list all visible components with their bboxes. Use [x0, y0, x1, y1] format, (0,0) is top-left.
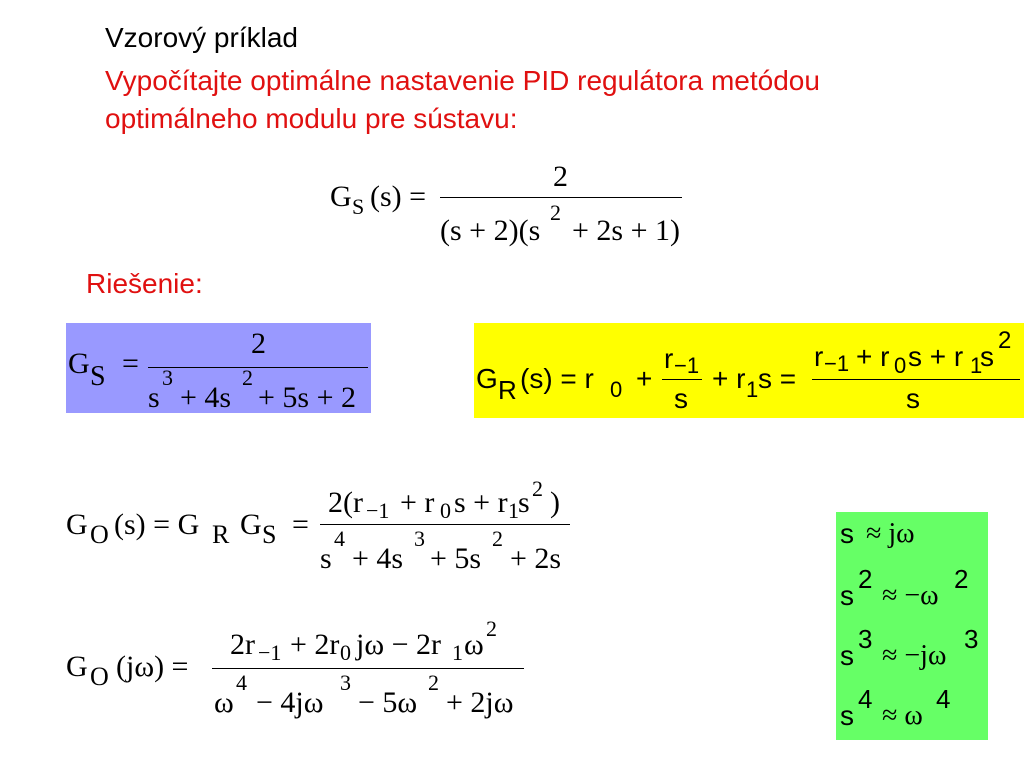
eq5-lhs-main: G — [66, 650, 88, 683]
eq4-num-b: + r — [400, 486, 435, 519]
pid-controller-box — [474, 323, 1024, 418]
eq5-num-sub-b: 0 — [340, 640, 351, 665]
eq1-lhs-sub: S — [352, 194, 365, 219]
eq5-den-e2: 2 — [428, 670, 439, 695]
subst-r2-rhs: ≈ −ω — [882, 580, 939, 611]
eq5-num-d: ω — [464, 628, 484, 661]
subst-r3-rexp: 3 — [964, 624, 979, 654]
eq1-lhs-arg: (s) = — [370, 180, 427, 213]
eq4-num-exp: 2 — [532, 476, 543, 501]
subst-r4-exp: 4 — [858, 684, 873, 714]
eq3-frac2-num-b: + r — [856, 341, 890, 372]
eq2-den-e3: 3 — [162, 365, 173, 390]
eq2-den-p2: + 5s + 2 — [258, 381, 357, 414]
eq1-den-b: + 2s + 1) — [572, 214, 681, 247]
eq5-num-c: jω − 2r — [356, 628, 441, 661]
eq3-frac2-bar — [812, 379, 1020, 380]
eq4-den-p3: + 2s — [510, 542, 562, 575]
eq4-den-s4: s — [320, 542, 332, 575]
eq4-num-d: s — [518, 486, 530, 519]
eq3-frac2-den: s — [906, 383, 920, 414]
solution-label: Riešenie: — [86, 268, 203, 299]
subst-row-4 — [836, 680, 988, 738]
eq5-num-b: + 2r — [290, 628, 340, 661]
eq3-lhs-arg: (s) = r — [520, 363, 594, 394]
subst-r2-lhs: s — [840, 580, 854, 611]
eq4-den-p1: + 4s — [352, 542, 404, 575]
subst-row-3 — [836, 622, 988, 678]
eq5-den-e3: 3 — [340, 670, 351, 695]
eq3-frac2-num-exp: 2 — [998, 327, 1012, 354]
eq4-num-sub-c: 1 — [508, 498, 519, 523]
subst-r4-rhs: ≈ ω — [882, 700, 923, 731]
eq4-den-e2: 2 — [492, 526, 503, 551]
eq1-fraction-bar — [440, 197, 682, 198]
subst-r4-lhs: s — [840, 700, 854, 731]
eq4-num-sub-b: 0 — [440, 498, 451, 523]
eq3-s-eq: s = — [758, 363, 797, 394]
eq3-lhs-sub: R — [498, 375, 517, 405]
subst-r2-rexp: 2 — [954, 564, 969, 594]
task-text — [105, 62, 820, 138]
eq4-num-e: ) — [550, 486, 560, 519]
eq5-den-p3: + 2jω — [446, 686, 514, 719]
eq1-den-a: (s + 2)(s — [440, 214, 541, 247]
eq3-frac1-bar — [662, 379, 702, 380]
slide-title: Vzorový príklad — [105, 22, 298, 53]
plant-polynomial-box — [66, 323, 371, 413]
eq2-fraction-bar — [148, 367, 368, 368]
eq5-lhs-sub: O — [90, 662, 109, 691]
subst-r3-rhs: ≈ −jω — [882, 640, 947, 671]
equation-open-loop-jw — [64, 616, 584, 726]
subst-r1-lhs: s — [840, 518, 854, 549]
equation-plant — [320, 160, 700, 260]
eq4-lhs-main: G — [66, 508, 88, 541]
eq5-den-w4: ω — [214, 686, 234, 719]
substitution-box — [836, 512, 988, 740]
eq5-num-a: 2r — [230, 628, 255, 661]
eq3-plus2: + r — [712, 363, 746, 394]
eq2-den-e2: 2 — [242, 365, 253, 390]
eq4-gr-sub: R — [212, 520, 230, 549]
eq1-den-exp: 2 — [550, 200, 561, 225]
eq3-plus1: + — [636, 363, 653, 394]
eq4-num-c: s + r — [454, 486, 508, 519]
eq5-den-p1: − 4jω — [256, 686, 324, 719]
eq3-frac1-den: s — [674, 383, 688, 414]
eq5-fraction-bar — [212, 668, 524, 669]
eq3-frac2-num-sub-a: −1 — [824, 351, 850, 376]
eq4-gs-sub: S — [262, 520, 277, 549]
subst-r4-rexp: 4 — [936, 684, 951, 714]
task-line-1: Vypočítajte optimálne nastavenie PID regulátora metódou — [105, 65, 820, 96]
eq3-frac2-num-a: r — [814, 341, 824, 372]
subst-row-2 — [836, 564, 988, 620]
eq2-den-s3: s — [148, 381, 160, 414]
eq1-lhs-main: G — [330, 180, 352, 213]
subst-r3-exp: 3 — [858, 624, 873, 654]
subst-r3-lhs: s — [840, 640, 854, 671]
eq5-lhs-arg: (jω) = — [116, 650, 189, 683]
eq3-frac2-num-c: s + r — [908, 341, 964, 372]
eq3-frac1-num-sub: −1 — [674, 353, 700, 378]
subst-row-1 — [836, 512, 988, 562]
equation-open-loop-s — [64, 476, 584, 576]
task-line-2: optimálneho modulu pre sústavu: — [105, 103, 518, 134]
eq4-den-e4: 4 — [334, 526, 345, 551]
eq3-frac2-num-sub-c: 1 — [970, 353, 983, 378]
eq3-sub0: 0 — [610, 377, 623, 402]
eq4-fraction-bar — [320, 524, 570, 525]
eq2-lhs-sub: S — [90, 361, 106, 392]
eq4-den-e3: 3 — [414, 526, 425, 551]
eq2-den-p1: + 4s — [180, 381, 232, 414]
eq4-lhs-arg: (s) = G — [114, 508, 200, 541]
eq4-gs-main: G — [240, 508, 262, 541]
subst-r1-rhs: ≈ jω — [866, 518, 915, 549]
eq5-den-p2: − 5ω — [358, 686, 418, 719]
eq2-numerator: 2 — [251, 327, 266, 360]
eq3-frac2-num-d: s — [980, 341, 994, 372]
eq4-lhs-sub: O — [90, 520, 109, 549]
eq5-num-exp: 2 — [486, 616, 497, 641]
eq5-num-sub-a: −1 — [258, 640, 282, 665]
eq4-num-a: 2(r — [328, 486, 363, 519]
eq2-equals: = — [122, 347, 139, 380]
eq1-numerator: 2 — [553, 160, 568, 193]
eq2-lhs-main: G — [68, 347, 90, 380]
eq4-num-sub-a: −1 — [366, 498, 390, 523]
eq5-num-sub-c: 1 — [452, 640, 463, 665]
eq3-frac2-num-sub-b: 0 — [894, 353, 907, 378]
eq5-den-e4: 4 — [236, 670, 247, 695]
eq4-equals: = — [292, 508, 309, 541]
subst-r2-exp: 2 — [858, 564, 873, 594]
eq4-den-p2: + 5s — [430, 542, 482, 575]
eq3-sub1: 1 — [746, 377, 759, 402]
eq3-frac1-num: r — [664, 343, 674, 374]
eq3-lhs-main: G — [476, 363, 498, 394]
